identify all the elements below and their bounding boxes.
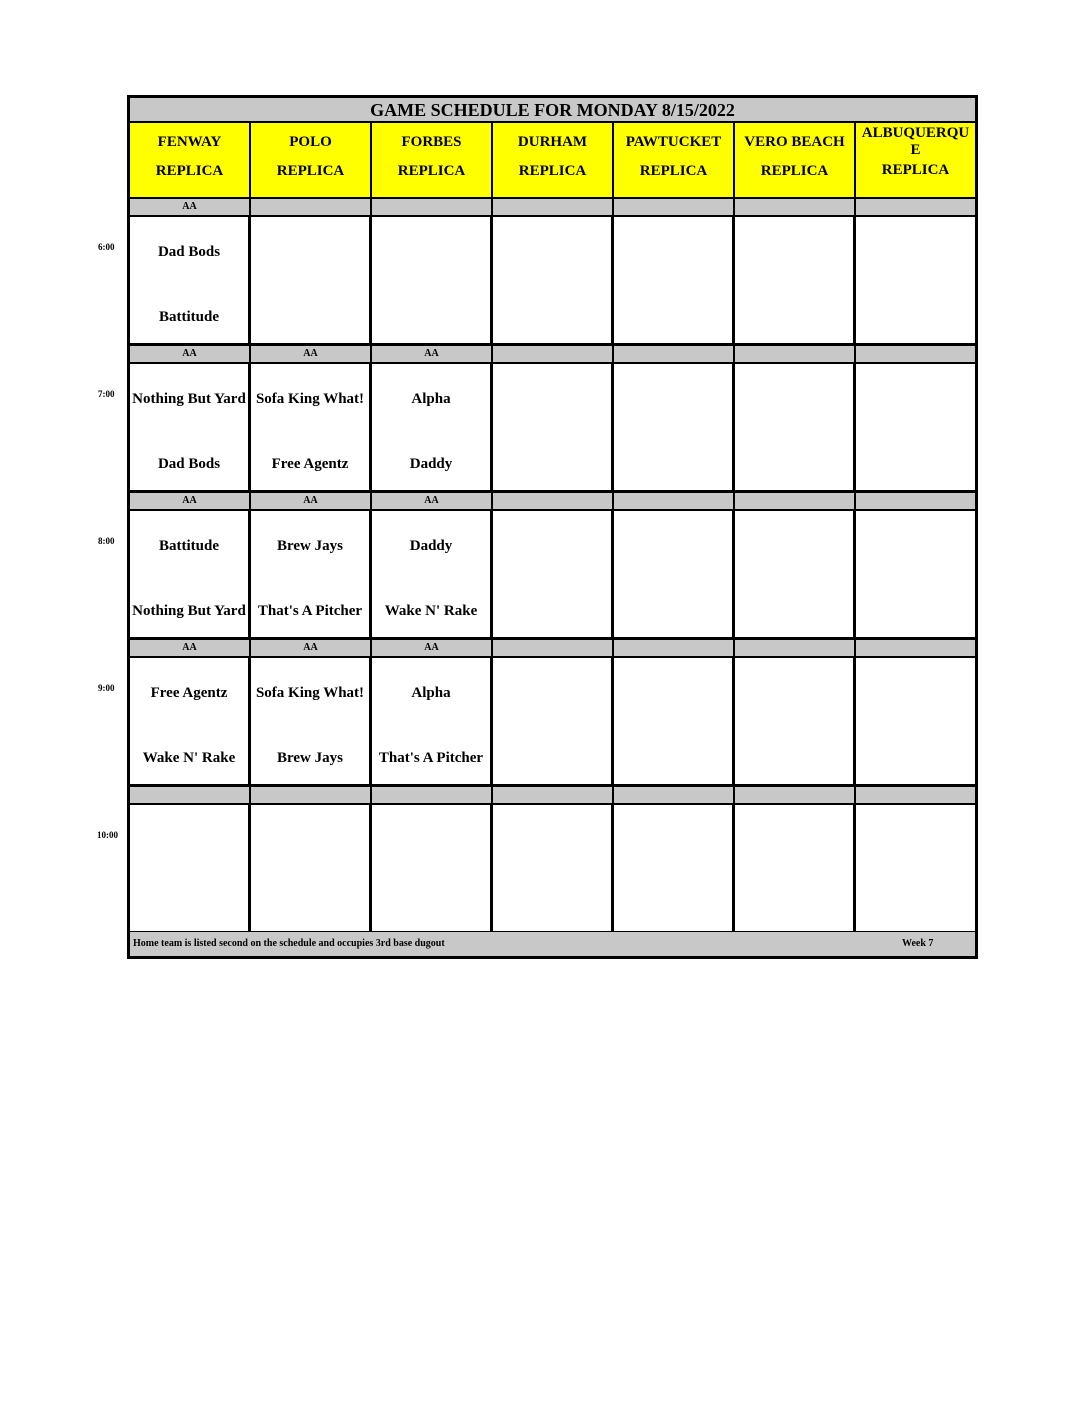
game-cell (856, 217, 975, 346)
game-cell (493, 217, 614, 346)
time-label: 6:00 (98, 242, 115, 252)
away-team (493, 521, 611, 571)
home-team (614, 880, 732, 930)
game-cell (856, 511, 975, 640)
week-label: Week 7 (902, 938, 934, 949)
division-label: AA (372, 346, 493, 364)
home-team: Daddy (409, 456, 453, 472)
division-label (614, 199, 735, 217)
home-team: Wake N' Rake (384, 603, 478, 619)
game-cell (251, 805, 372, 934)
away-team (614, 668, 732, 718)
away-team (130, 815, 248, 865)
home-team (856, 292, 975, 342)
home-team (372, 880, 490, 930)
home-team (856, 880, 975, 930)
field-name: FENWAY (157, 134, 222, 150)
game-cell (130, 658, 251, 787)
home-team (493, 586, 611, 636)
time-label: 8:00 (98, 536, 115, 546)
home-team (735, 292, 853, 342)
division-label: AA (130, 640, 251, 658)
time-label: 7:00 (98, 389, 115, 399)
home-team (493, 439, 611, 489)
division-label: AA (251, 640, 372, 658)
away-team (493, 668, 611, 718)
division-label (251, 199, 372, 217)
field-name: DURHAM (517, 134, 588, 150)
away-team: Brew Jays (277, 538, 343, 554)
field-type: REPLICA (155, 163, 224, 179)
away-team: Sofa King What! (255, 391, 365, 407)
division-label (493, 640, 614, 658)
away-team: Daddy (409, 538, 453, 554)
field-header (735, 123, 856, 199)
game-cell (856, 658, 975, 787)
home-team (493, 292, 611, 342)
division-label (856, 787, 975, 805)
home-team (372, 292, 490, 342)
game-cell (735, 511, 856, 640)
home-team: Dad Bods (157, 456, 221, 472)
away-team (735, 227, 853, 277)
field-header (614, 123, 735, 199)
division-label (614, 346, 735, 364)
field-name: VERO BEACH (744, 134, 845, 150)
game-cell (614, 805, 735, 934)
home-team (735, 439, 853, 489)
home-team (251, 292, 369, 342)
game-cell (372, 805, 493, 934)
game-cell (130, 364, 251, 493)
division-label: AA (130, 346, 251, 364)
away-team (856, 521, 975, 571)
away-team (735, 815, 853, 865)
game-cell (251, 658, 372, 787)
game-cell (735, 364, 856, 493)
away-team: Battitude (159, 538, 219, 554)
away-team (735, 668, 853, 718)
game-cell (614, 217, 735, 346)
division-label: AA (130, 493, 251, 511)
field-header (130, 123, 251, 199)
home-team: That's A Pitcher (378, 750, 484, 766)
game-cell (735, 658, 856, 787)
division-label (856, 346, 975, 364)
home-team (735, 586, 853, 636)
footer-note: Home team is listed second on the schedule and occupies 3rd base dugout (133, 938, 445, 949)
game-cell (251, 511, 372, 640)
game-cell (372, 658, 493, 787)
home-team (251, 880, 369, 930)
game-cell (251, 364, 372, 493)
schedule-table (127, 95, 978, 959)
game-cell (493, 364, 614, 493)
home-team (856, 586, 975, 636)
home-team (614, 439, 732, 489)
game-cell (372, 511, 493, 640)
division-label: AA (251, 346, 372, 364)
game-cell (614, 658, 735, 787)
field-name: POLO (289, 134, 332, 150)
home-team (493, 880, 611, 930)
game-cell (130, 511, 251, 640)
field-name: PAWTUCKET (625, 134, 722, 150)
home-team (614, 292, 732, 342)
home-team (856, 439, 975, 489)
away-team (493, 374, 611, 424)
away-team (856, 668, 975, 718)
division-label (856, 640, 975, 658)
game-cell (735, 805, 856, 934)
field-header (856, 123, 975, 199)
away-team (493, 815, 611, 865)
game-cell (856, 364, 975, 493)
division-label: AA (372, 640, 493, 658)
away-team: Sofa King What! (255, 685, 365, 701)
away-team (614, 521, 732, 571)
division-label: AA (372, 493, 493, 511)
game-cell (251, 217, 372, 346)
division-label (856, 199, 975, 217)
field-header (251, 123, 372, 199)
away-team: Nothing But Yard (132, 391, 246, 407)
division-label (372, 787, 493, 805)
division-label (251, 787, 372, 805)
game-cell (614, 511, 735, 640)
away-team: Alpha (411, 391, 451, 407)
division-label (614, 640, 735, 658)
field-header (372, 123, 493, 199)
away-team (251, 227, 369, 277)
division-label (735, 493, 856, 511)
game-cell (493, 511, 614, 640)
home-team: Brew Jays (277, 750, 343, 766)
field-name: FORBES (401, 134, 462, 150)
division-label (493, 493, 614, 511)
division-label (735, 640, 856, 658)
home-team: Free Agentz (271, 456, 349, 472)
schedule-title: GAME SCHEDULE FOR MONDAY 8/15/2022 (130, 98, 975, 123)
division-label (493, 199, 614, 217)
away-team: Free Agentz (150, 685, 228, 701)
time-label: 9:00 (98, 683, 115, 693)
schedule-footer (130, 932, 975, 956)
division-label (735, 787, 856, 805)
game-cell (735, 217, 856, 346)
game-cell (372, 217, 493, 346)
game-cell (130, 805, 251, 934)
away-team (856, 374, 975, 424)
home-team: Nothing But Yard (132, 603, 246, 619)
field-type: REPLICA (397, 163, 466, 179)
away-team (493, 227, 611, 277)
division-label (130, 787, 251, 805)
field-name: ALBUQUERQU E (861, 125, 970, 158)
game-cell (130, 217, 251, 346)
field-type: REPLICA (760, 163, 829, 179)
away-team (856, 227, 975, 277)
away-team (856, 815, 975, 865)
division-label (614, 787, 735, 805)
away-team (735, 374, 853, 424)
division-label (614, 493, 735, 511)
game-cell (493, 658, 614, 787)
away-team (372, 227, 490, 277)
home-team: Battitude (159, 309, 219, 325)
division-label (735, 346, 856, 364)
away-team (251, 815, 369, 865)
away-team (735, 521, 853, 571)
home-team (735, 880, 853, 930)
away-team: Alpha (411, 685, 451, 701)
home-team (493, 733, 611, 783)
home-team (735, 733, 853, 783)
home-team: That's A Pitcher (257, 603, 363, 619)
away-team (372, 815, 490, 865)
division-label (856, 493, 975, 511)
field-type: REPLICA (881, 162, 950, 178)
division-label: AA (130, 199, 251, 217)
game-cell (493, 805, 614, 934)
field-type: REPLICA (639, 163, 708, 179)
game-cell (614, 364, 735, 493)
away-team (614, 815, 732, 865)
game-cell (856, 805, 975, 934)
home-team (614, 586, 732, 636)
home-team: Wake N' Rake (142, 750, 236, 766)
away-team (614, 374, 732, 424)
time-label: 10:00 (97, 830, 118, 840)
game-cell (372, 364, 493, 493)
home-team (614, 733, 732, 783)
field-type: REPLICA (276, 163, 345, 179)
division-label (372, 199, 493, 217)
division-label (493, 346, 614, 364)
away-team (614, 227, 732, 277)
field-header (493, 123, 614, 199)
away-team: Dad Bods (157, 244, 221, 260)
home-team (856, 733, 975, 783)
home-team (130, 880, 248, 930)
division-label (735, 199, 856, 217)
division-label: AA (251, 493, 372, 511)
division-label (493, 787, 614, 805)
field-type: REPLICA (518, 163, 587, 179)
